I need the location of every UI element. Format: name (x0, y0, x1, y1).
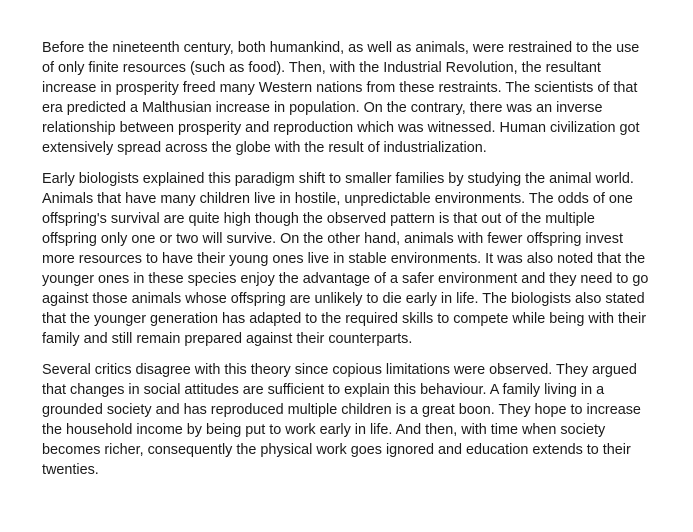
reading-passage (42, 38, 650, 480)
passage-paragraph-3: Several critics disagree with this theory since copious limitations were observed. They argued that changes in social attitudes are sufficient to explain this behaviour. A family living in a grounded society and has reproduced multiple children is a great boon. They hope to increase the household income by being put to work early in life. And then, with time when society becomes richer, consequently the physical work goes ignored and education extends to their twenties. (42, 362, 641, 478)
passage-paragraph-2: Early biologists explained this paradigm shift to smaller families by studying the animal world. Animals that have many children live in hostile, unpredictable environments. The odds of one offspring's survival are quite high though the observed pattern is that out of the multiple offspring only one or two will survive. On the other hand, animals with fewer offspring invest more resources to have their young ones live in stable environments. It was also noted that the younger ones in these species enjoy the advantage of a safer environment and they need to go against those animals whose offspring are unlikely to die early in life. The biologists also stated that the younger generation has adapted to the required skills to compete while being with their family and still remain prepared against their counterparts. (42, 171, 649, 347)
passage-paragraph-1: Before the nineteenth century, both humankind, as well as animals, were restrained to the use of only finite resources (such as food). Then, with the Industrial Revolution, the resultant increase in prosperity freed many Western nations from these restraints. The scientists of that era predicted a Malthusian increase in population. On the contrary, there was an inverse relationship between prosperity and reproduction which was witnessed. Human civilization got extensively spread across the globe with the result of industrialization. (42, 40, 640, 156)
